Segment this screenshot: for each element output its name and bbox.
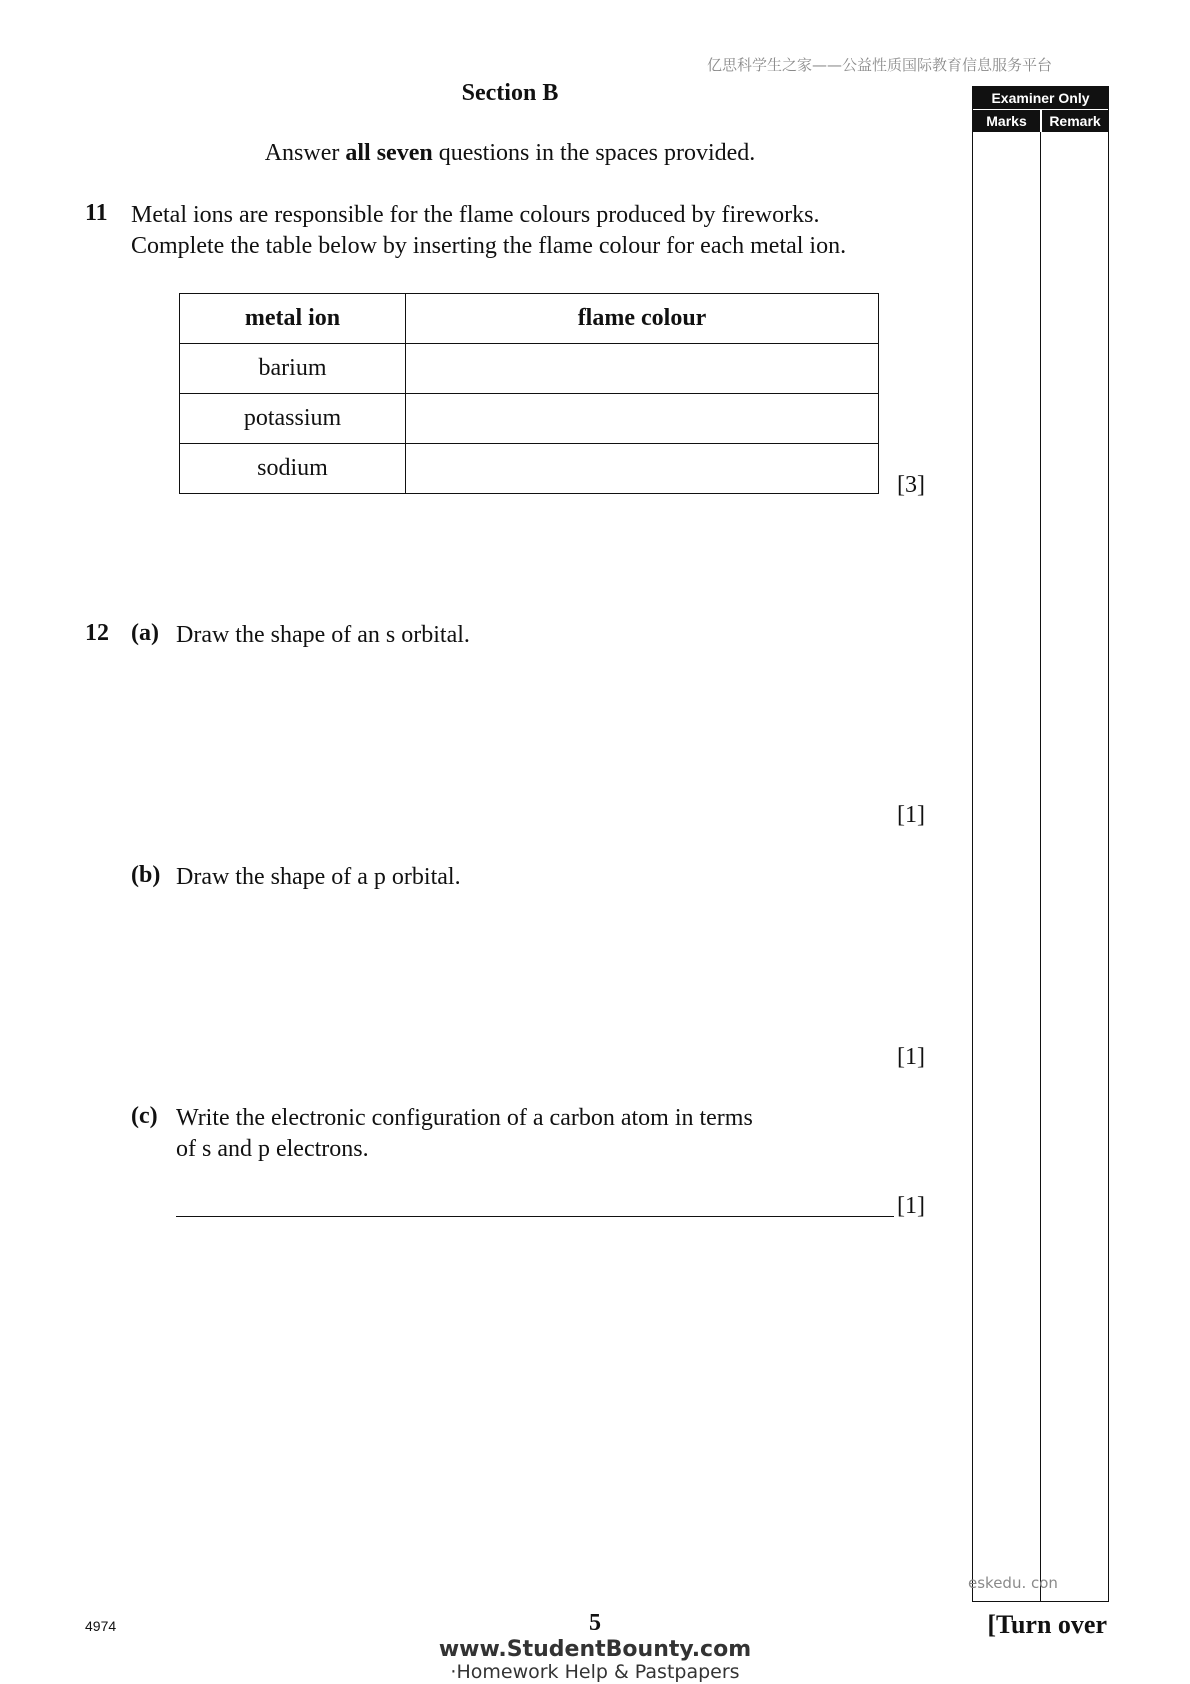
header-flame-colour: flame colour — [406, 294, 879, 344]
question-12b-text: Draw the shape of a p orbital. — [176, 864, 461, 890]
logo-line-2: ·Homework Help & Pastpapers — [450, 1661, 740, 1683]
turn-over-label: [Turn over — [987, 1610, 1107, 1639]
question-11-marks: [3] — [897, 472, 925, 498]
question-12b-label: (b) — [131, 862, 161, 888]
metal-ion-cell: sodium — [180, 444, 406, 494]
logo-line-1: www.StudentBounty.com — [438, 1637, 752, 1662]
question-12c-marks: [1] — [897, 1193, 925, 1219]
question-12a-label: (a) — [131, 620, 159, 646]
eskedu-watermark: eskedu. con — [968, 1574, 1058, 1592]
examiner-column-divider — [1040, 132, 1041, 1601]
marks-header: Marks — [973, 110, 1040, 132]
question-11-line-1: Metal ions are responsible for the flame colours produced by fireworks. — [131, 202, 820, 228]
question-12c-line-2: of s and p electrons. — [176, 1136, 369, 1162]
examiner-only-header: Examiner Only — [973, 87, 1108, 109]
section-title: Section B — [461, 80, 559, 106]
examiner-only-column — [972, 86, 1109, 1602]
table-row — [180, 444, 879, 494]
answer-line[interactable] — [176, 1216, 894, 1217]
metal-ion-cell: barium — [180, 344, 406, 394]
watermark-text: 亿思科学生之家——公益性质国际教育信息服务平台 — [706, 56, 1052, 74]
table-header-row — [180, 294, 879, 344]
question-11-text — [131, 200, 846, 262]
instructions-after: questions in the spaces provided. — [432, 140, 756, 166]
paper-code: 4974 — [85, 1618, 117, 1634]
page-number: 5 — [589, 1610, 601, 1636]
flame-colour-answer-cell[interactable] — [406, 394, 879, 444]
flame-colour-answer-cell[interactable] — [406, 344, 879, 394]
flame-colour-table — [179, 293, 879, 494]
header-metal-ion: metal ion — [180, 294, 406, 344]
question-12a-text: Draw the shape of an s orbital. — [176, 622, 470, 648]
studentbounty-logo — [430, 1638, 760, 1682]
metal-ion-cell: potassium — [180, 394, 406, 444]
table-row — [180, 344, 879, 394]
flame-colour-answer-cell[interactable] — [406, 444, 879, 494]
question-12-number: 12 — [85, 620, 109, 646]
instructions-before: Answer — [264, 140, 346, 166]
question-12b-marks: [1] — [897, 1044, 925, 1070]
instructions — [0, 140, 1020, 167]
table-row — [180, 394, 879, 444]
question-12c-label: (c) — [131, 1103, 158, 1129]
question-11-line-2: Complete the table below by inserting the flame colour for each metal ion. — [131, 233, 847, 259]
instructions-bold: all seven — [345, 140, 433, 166]
question-11-number: 11 — [85, 200, 108, 226]
question-12a-marks: [1] — [897, 802, 925, 828]
question-12c-line-1: Write the electronic configuration of a carbon atom in terms — [176, 1105, 753, 1131]
remark-header: Remark — [1042, 110, 1108, 132]
question-12c-text — [176, 1103, 753, 1165]
